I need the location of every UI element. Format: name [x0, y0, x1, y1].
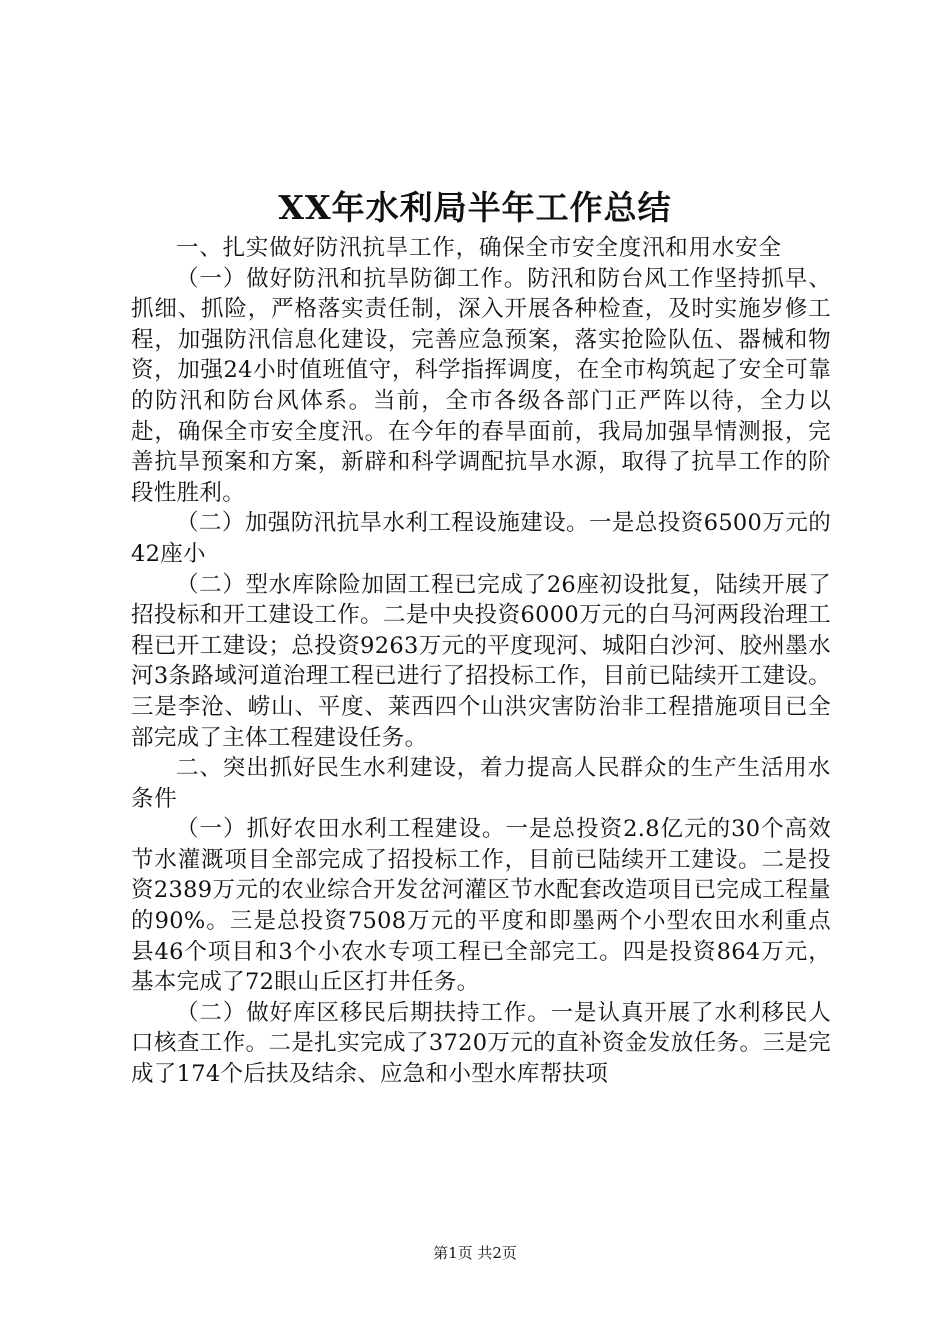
paragraph-infrastructure-2: （二）型水库除险加固工程已完成了26座初设批复，陆续开展了招投标和开工建设工作。二是中央投资6000万元的白马河两段治理工程已开工建设；总投资9263万元的平度现河、城阳白沙河、胶州墨水河3条路域河道治理工程已进行了招投标工作，目前已陆续开工建设。三是李沧、崂山、平度、莱西四个山洪灾害防治非工程措施项目已全部完成了主体工程建设任务。: [131, 571, 831, 751]
paragraph-farmland-irrigation: （一）抓好农田水利工程建设。一是总投资2.8亿元的30个高效节水灌溉项目全部完成了招投标工作，目前已陆续开工建设。二是投资2389万元的农业综合开发岔河灌区节水配套改造项目已完成工程量的90%。三是总投资7508万元的平度和即墨两个小型农田水利重点县46个项目和3个小农水专项工程已全部完工。四是投资864万元，基本完成了72眼山丘区打井任务。: [131, 816, 831, 996]
document-body: [131, 233, 831, 1090]
section-heading-1: 一、扎实做好防汛抗旱工作，确保全市安全度汛和用水安全: [176, 235, 782, 261]
section-heading-2: 二、突出抓好民生水利建设，着力提高人民群众的生产生活用水条件: [131, 755, 831, 812]
document-title: XX年水利局半年工作总结: [278, 188, 672, 227]
paragraph-infrastructure-1: （二）加强防汛抗旱水利工程设施建设。一是总投资6500万元的42座小: [131, 510, 831, 567]
paragraph-flood-prevention: （一）做好防汛和抗旱防御工作。防汛和防台风工作坚持抓早、抓细、抓险，严格落实责任制，深入开展各种检查，及时实施岁修工程，加强防汛信息化建设，完善应急预案，落实抢险队伍、器械和物资，加强24小时值班值守，科学指挥调度，在全市构筑起了安全可靠的防汛和防台风体系。当前，全市各级各部门正严阵以待，全力以赴，确保全市安全度汛。在今年的春旱面前，我局加强旱情测报，完善抗旱预案和方案，新辟和科学调配抗旱水源，取得了抗旱工作的阶段性胜利。: [131, 265, 831, 506]
page-footer: 第1页 共2页: [433, 1244, 517, 1262]
paragraph-resettlement: （二）做好库区移民后期扶持工作。一是认真开展了水利移民人口核查工作。二是扎实完成了3720万元的直补资金发放任务。三是完成了174个后扶及结余、应急和小型水库帮扶项: [131, 999, 831, 1088]
